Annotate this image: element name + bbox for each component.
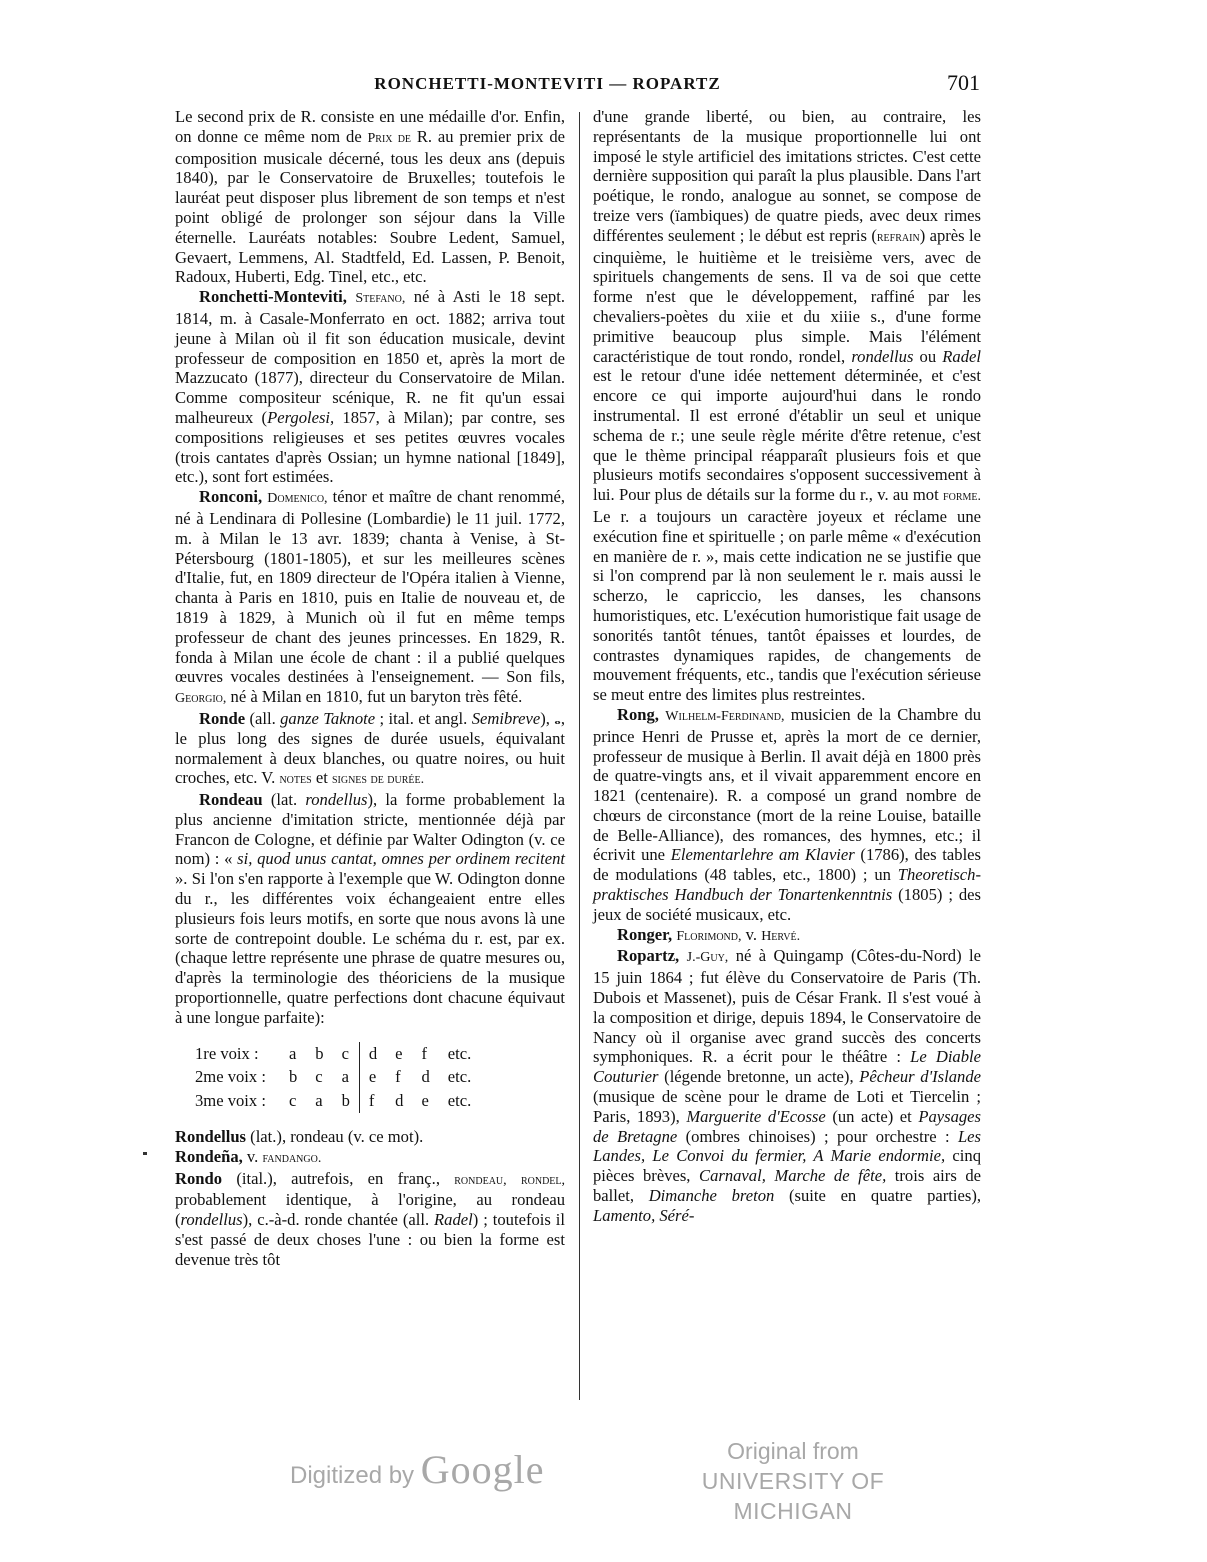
page-number: 701 <box>947 70 980 95</box>
google-logo: Google <box>420 1447 545 1492</box>
margin-mark <box>143 1152 147 1155</box>
entry-rong: Rong, Wilhelm-Ferdinand, musicien de la Chambre du prince Henri de Prusse et, après la mort de ce dernier, professeur de musique à Berlin. Il avait déjà en 1800 près de quatre-vingts ans, et il vivait apparemment encore en 1821 (centenaire). R. a composé un grand nombre de chœurs de circonstance (mort de la reine Louise, bataille de Belle-Alliance), des romances, des hymnes, etc.; il écrivit une Elementarlehre am Klavier (1786), des tables de modulations (48 tables, etc., 1800) ; un Theoretisch-praktisches Handbuch der Tonartenkenntnis (1805) ; des jeux de société musicaux, etc. <box>593 704 982 924</box>
entry-rondeau: Rondeau (lat. rondellus), la forme probablement la plus ancienne d'imitation stricte, mentionnée déjà par Francon de Cologne, et définie par Walter Odington (v. ce nom) : « si, quod unus cantat, omnes per ordinem recitent ». Si l'on s'en rapporte à l'exemple que W. Odington donne du r., les différentes voix échangeaient entre elles plusieurs fois leurs motifs, en sorte que nous avons là une sorte de contrepoint double. Le schéma du r. est, par ex. (chaque lettre représente une phrase de quatre mesures ou, d'après la terminologie des théoriciens de la musique proportionnelle, quatre perfections dont chacune équivaut à une longue parfaite): <box>175 790 565 1027</box>
table-row: 2me voix : b c a e f d etc. <box>195 1067 472 1087</box>
headword: Ronchetti-Monteviti, <box>199 287 347 307</box>
original-from-watermark: Original from UNIVERSITY OF MICHIGAN <box>701 1438 885 1524</box>
entry-rondena: Rondeña, v. fandango. <box>175 1146 322 1166</box>
headword: Ronde <box>199 708 246 728</box>
paragraph-rondo-continued: d'une grande liberté, ou bien, au contraire, les représentants de la musique proportionnelle lui ont imposé le style artificiel des imitations strictes. C'est cette dernière supposition qui paraît la plus plausible. Dans l'art poétique, le rondo, analogue au sonnet, se compose de treize vers (ïambiques) de quatre pieds, avec deux rimes différentes seulement ; le début est repris (refrain) après le cinquième, le huitième et le treisième vers, avec de spirituels changements de sens. Il va de soi que cette forme n'est que le développement, raffiné par les chevaliers-poètes du xiie et du xiiie s., d'une forme primitive beaucoup plus simple. Mais l'élément caractéristique de tout rondo, rondel, rondellus ou Radel est le retour d'une idée nettement déterminée, et c'est encore ce qui importe aujourd'hui dans le rondo instrumental. Il est erroné d'établir un seul et unique schema de r.; une seule règle mérite d'être retenue, c'est que le thème principal réapparaît plusieurs fois et que plusieurs motifs secondaires s'opposent successivement à lui. Pour plus de détails sur la forme du r., v. au mot forme. Le r. a toujours un caractère joyeux et réclame une exécution fine et spirituelle ; on parle même « d'exécution en manière de r. », mais cette indication ne se justifie que si l'on comprend par là non seulement le r. mais aussi le scherzo, le capriccio, les danses, les chansons humoristiques, etc. L'exécution humoristique fait usage de sonorités tantôt ténues, tantôt épaisses et lourdes, de contrastes dynamiques rapides, de changements de mouvement fréquents, etc., tandis que l'exécution sérieuse se meut entre des limites plus restreintes. <box>593 107 982 705</box>
headword: Rondo <box>175 1168 223 1188</box>
entry-rondo: Rondo (ital.), autrefois, en franç., rondeau, rondel, probablement identique, à l'origine, au rondeau (rondellus), c.-à-d. ronde chantée (all. Radel) ; toutefois il s'est passé de deux choses l'une : ou bien la forme est devenue très tôt <box>175 1168 566 1269</box>
page-header <box>175 70 980 100</box>
headword: Rondellus <box>175 1127 247 1147</box>
entry-ronconi: Ronconi, Domenico, ténor et maître de chant renommé, né à Lendinara di Pollesine (Lombardie) le 11 juil. 1772, m. à Milan le 13 avr. 1839; chanta à Venise, à St-Pétersbourg (1801-1805), et sur les meilleures scènes d'Italie, fut, en 1809 directeur de l'Opéra italien à Vienne, chanta à Paris en 1810, puis en Italie de nouveau et, de 1819 à 1829, à Munich où il fut en même temps professeur de chant des jeunes princesses. En 1829, R. fonda à Milan une école de chant : il a publié quelques œuvres vocales destinées à l'enseignement. — Son fils, Georgio, né à Milan en 1810, fut un baryton très fêté. <box>175 487 565 707</box>
rondeau-schema-table <box>195 1042 480 1113</box>
running-head: RONCHETTI-MONTEVITI — ROPARTZ <box>374 74 721 93</box>
headword: Ronger, <box>617 924 673 944</box>
digitized-by-watermark: Digitized by Google <box>290 1447 545 1492</box>
entry-ronchetti-monteviti: Ronchetti-Monteviti, Stefano, né à Asti le 18 sept. 1814, m. à Casale-Monferrato en oct. 1882; arriva tout jeune à Milan où il fit son éducation musicale, devint professeur de composition en 1850 et, après la mort de Mazzucato (1877), directeur du Conservatoire de Milan. Comme compositeur scénique, R. ne fit qu'un essai malheureux (Pergolesi, 1857, à Milan); par contre, ses compositions religieuses et ses petites œuvres vocales (trois cantates d'après Ossian; un hymne national [1849], etc.), sont fort estimées. <box>175 287 565 487</box>
left-column <box>175 107 565 1270</box>
entry-ronde: Ronde (all. ganze Taknote ; ital. et angl. Semibreve), 𝅝, le plus long des signes de durée usuels, équivalant normalement à deux blanches, ou quatre noires, ou huit croches, etc. V. notes et signes de durée. <box>175 708 565 788</box>
column-divider <box>579 112 580 1400</box>
headword: Ropartz, <box>617 946 680 966</box>
paragraph-prix-de-rome: Le second prix de R. consiste en une médaille d'or. Enfin, on donne ce même nom de Prix de R. au premier prix de composition musicale décerné, tous les deux ans (depuis 1840), par le Conservatoire de Bruxelles; toutefois le lauréat peut disposer plus librement de son temps et n'est point obligé de prolonger son séjour dans la Ville éternelle. Lauréats notables: Soubre Ledent, Samuel, Gevaert, Lemmens, Al. Stadtfeld, Ed. Lassen, P. Benoit, Radoux, Huberti, Edg. Tinel, etc., etc. <box>175 107 565 287</box>
table-row: 1re voix : a b c d e f etc. <box>195 1043 472 1063</box>
entry-ronger: Ronger, Florimond, v. Hervé. <box>617 924 801 944</box>
headword: Rondeña, <box>175 1146 243 1166</box>
table-row: 3me voix : c a b f d e etc. <box>195 1091 472 1111</box>
headword: Rondeau <box>199 790 263 810</box>
headword: Rong, <box>617 704 659 724</box>
entry-rondellus: Rondellus (lat.), rondeau (v. ce mot). <box>175 1127 424 1147</box>
headword: Ronconi, <box>199 487 263 507</box>
entry-ropartz: Ropartz, J.-Guy, né à Quingamp (Côtes-du-Nord) le 15 juin 1864 ; fut élève du Conservatoire de Paris (Th. Dubois et Massenet), puis de César Frank. Il s'est voué à la composition et dirige, depuis 1894, le Conservatoire de Nancy où il organise avec grand succès des concerts symphoniques. R. a écrit pour le théâtre : Le Diable Couturier (légende bretonne, un acte), Pêcheur d'Islande (musique de scène pour le drame de Loti et Tiercelin ; Paris, 1893), Marguerite d'Ecosse (un acte) et Paysages de Bretagne (ombres chinoises) ; pour orchestre : Les Landes, Le Convoi du fermier, A Marie endormie, cinq pièces brèves, Carnaval, Marche de fête, trois airs de ballet, Dimanche breton (suite en quatre parties), Lamento, Séré- <box>593 946 981 1225</box>
digitization-footer <box>0 1436 1207 1524</box>
right-column <box>593 107 981 1226</box>
